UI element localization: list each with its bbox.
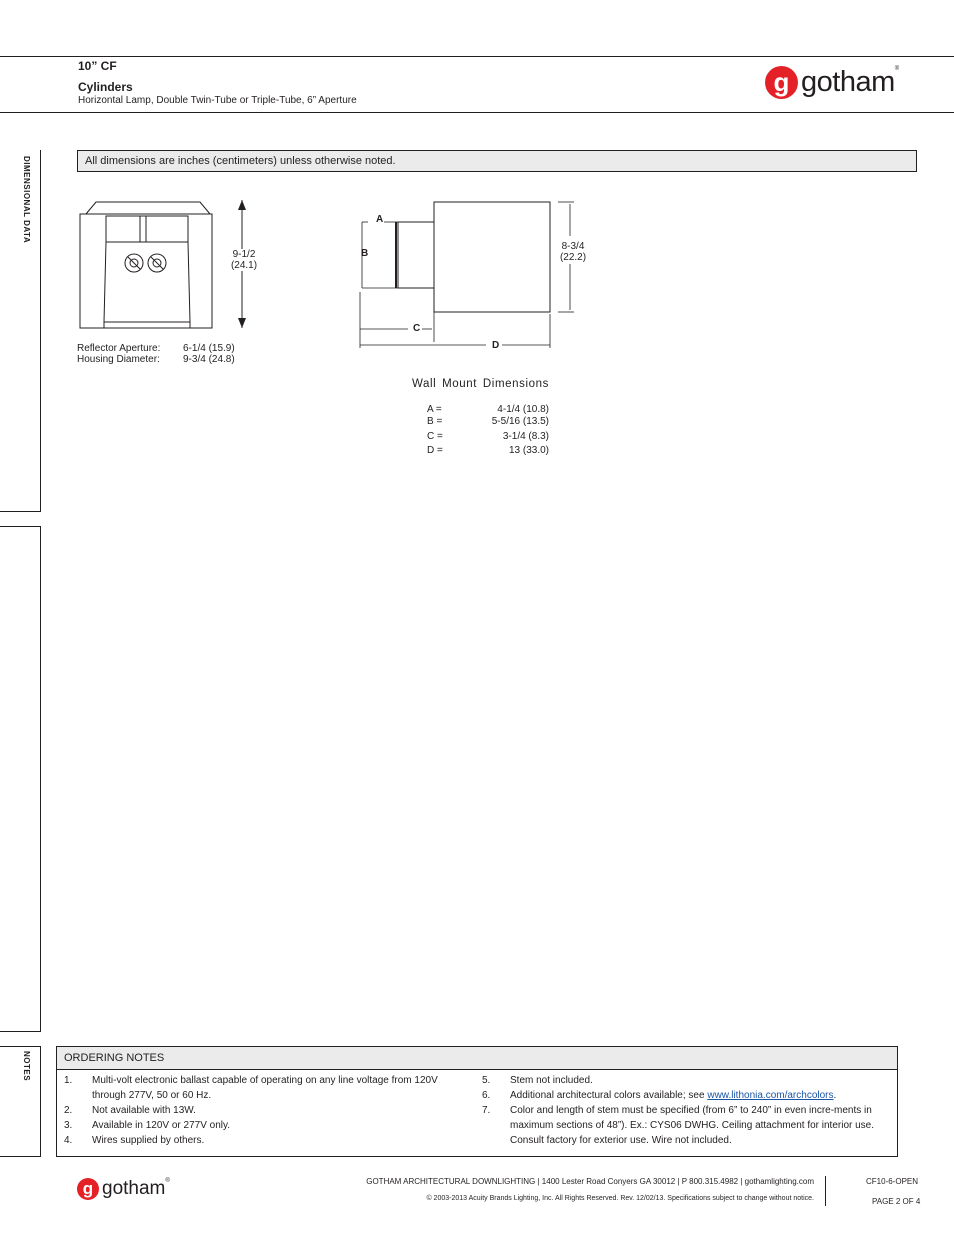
side-border-3 (40, 1046, 41, 1157)
housing-outline (80, 202, 212, 328)
spec-label: Housing Diameter: (77, 354, 160, 365)
wall-mount-row-d: D = 13 (33.0) (427, 445, 549, 456)
dimension-letter-d: D (492, 340, 500, 351)
side-border-2 (40, 526, 41, 1032)
footer-gotham-logo (77, 1178, 170, 1200)
dimension-letter-a: A (376, 214, 384, 225)
housing-height-label: 9-1/2 (24.1) (224, 249, 264, 271)
wall-mount-outline (396, 202, 550, 312)
wall-mount-row-c: C = 3-1/4 (8.3) (427, 431, 549, 442)
footer-page-number: PAGE 2 OF 4 (872, 1197, 921, 1206)
archcolors-link[interactable]: www.lithonia.com/archcolors (707, 1090, 834, 1101)
footer-address: GOTHAM ARCHITECTURAL DOWNLIGHTING | 1400 Lester Road Conyers GA 30012 | P 800.315.4982 | gothamlighting.com (366, 1177, 814, 1186)
wall-mount-drawing (356, 192, 586, 352)
header-top-rule (0, 56, 954, 57)
wall-mount-row-a: A = 4-1/4 (10.8) (427, 404, 549, 415)
side-border-2-start (0, 526, 41, 527)
ordering-notes-heading: ORDERING NOTES (57, 1047, 897, 1070)
notes-side-label: NOTES (22, 1051, 31, 1082)
gotham-logo-wordmark: gotham® (801, 66, 899, 98)
product-subtitle: Horizontal Lamp, Double Twin-Tube or Triple-Tube, 6” Aperture (78, 95, 357, 106)
header-bottom-rule (0, 112, 954, 113)
ordering-notes-box: ORDERING NOTES 1. Multi-volt electronic ballast capable of operating on any line voltage from 120V through 277V, 50 or 60 Hz. 2. Not available with 13W. 3. Available in 120V or 277V only. 4. Wires supplied by others. 5. Stem not included. 6. Additional architectural colors available; see www.lithonia.com/archcolors. 7. Color and length of stem must be specified (from 6” to 240” in even incre-ments in maximum sections of 48”). Ex.: CYS06 DWHG. Ceiling attachment for interior use. Consult factory for exterior use. Wire not included. (56, 1046, 898, 1157)
housing-drawing (76, 196, 216, 332)
spec-value: 6-1/4 (15.9) (183, 343, 235, 354)
spec-label: Reflector Aperture: (77, 343, 161, 354)
side-border-1 (40, 150, 41, 512)
wall-mount-dimension-lines (360, 202, 574, 348)
lamp-socket-icons (125, 254, 166, 272)
dimension-letter-b: B (361, 248, 369, 259)
side-border-1-end (0, 511, 41, 512)
side-border-3-end (0, 1156, 41, 1157)
footer-gotham-logo-mark: g (77, 1178, 99, 1200)
side-border-2-end (0, 1031, 41, 1032)
product-size-title: 10” CF (78, 59, 117, 73)
gotham-logo (765, 66, 899, 99)
footer-copyright: © 2003-2013 Acuity Brands Lighting, Inc. All Rights Reserved. Rev. 12/02/13. Specifications subject to change without notice. (426, 1195, 814, 1202)
side-border-3-start (0, 1046, 41, 1047)
dimensions-notice: All dimensions are inches (centimeters) unless otherwise noted. (77, 150, 917, 172)
dimension-letter-c: C (413, 323, 421, 334)
gotham-logo-mark: g (765, 66, 798, 99)
wall-mount-row-b: B = 5-5/16 (13.5) (427, 416, 549, 427)
product-family-title: Cylinders (78, 80, 133, 94)
footer-gotham-logo-wordmark: gotham® (102, 1178, 170, 1199)
footer-doc-id: CF10-6-OPEN (866, 1177, 919, 1186)
wall-mount-title: Wall Mount Dimensions (412, 378, 549, 390)
wall-mount-height-label: 8-3/4 (22.2) (559, 241, 587, 263)
dimensional-data-label: DIMENSIONAL DATA (22, 156, 31, 244)
footer-divider (825, 1176, 826, 1206)
spec-value: 9-3/4 (24.8) (183, 354, 235, 365)
